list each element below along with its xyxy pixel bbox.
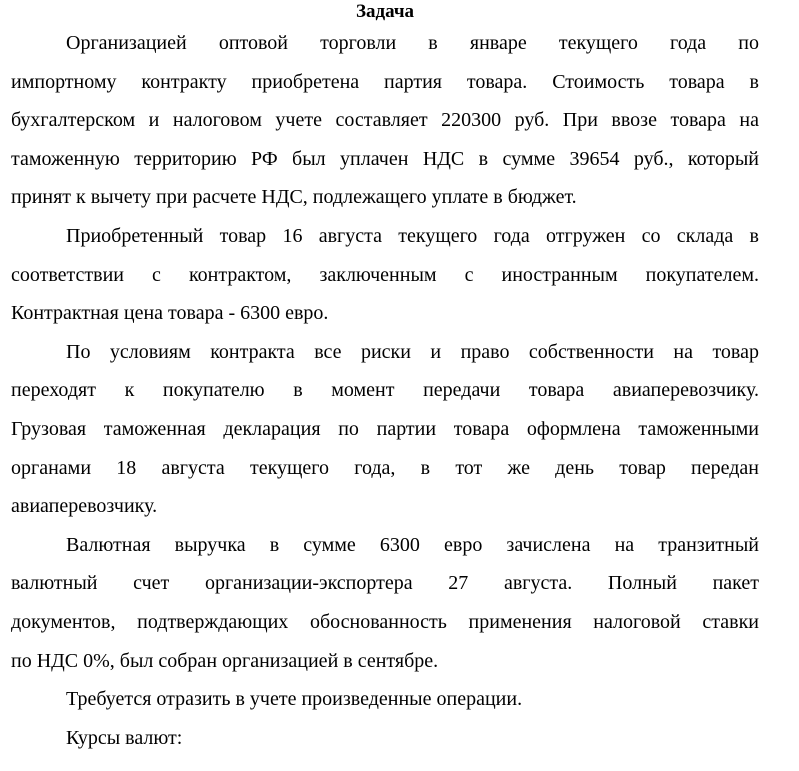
paragraph-line: по НДС 0%, был собран организацией в сентябре. [11,649,439,672]
paragraph-line: принят к вычету при расчете НДС, подлежащего уплате в бюджет. [11,186,577,209]
paragraph-3 [11,333,759,526]
paragraph-line: органами 18 августа текущего года, в тот же день товар передан [11,456,759,479]
paragraph-line: документов, подтверждающих обоснованность применения налоговой ставки [11,610,759,633]
paragraph-line: Приобретенный товар 16 августа текущего года отгружен со склада в [66,224,759,247]
paragraph-line: Организацией оптовой торговли в январе текущего года по [66,32,759,54]
document-page [11,0,759,757]
paragraph-4 [11,526,759,680]
paragraph-line: Валютная выручка в сумме 6300 евро зачислена на транзитный [66,533,759,556]
paragraph-line: Грузовая таможенная декларация по партии товара оформлена таможенными [11,417,759,440]
currency-rates-label: Курсы валют: [66,726,183,749]
paragraph-line: таможенную территорию РФ был уплачен НДС в сумме 39654 руб., который [11,147,759,170]
paragraph-line: переходят к покупателю в момент передачи товара авиаперевозчику. [11,379,759,402]
paragraph-line: бухгалтерском и налоговом учете составляет 220300 руб. При ввозе товара на [11,109,759,132]
paragraph-line: По условиям контракта все риски и право собственности на товар [66,340,759,363]
paragraph-2 [11,217,759,333]
paragraph-line: авиаперевозчику. [11,495,158,518]
paragraph-line: соответствии с контрактом, заключенным с иностранным покупателем. [11,263,759,286]
paragraph-1 [11,24,759,217]
paragraph-line: Контрактная цена товара - 6300 евро. [11,302,329,325]
requirement-text: Требуется отразить в учете произведенные операции. [66,688,523,711]
document-title: Задача [355,1,415,22]
paragraph-line: импортному контракту приобретена партия товара. Стоимость товара в [11,70,759,93]
paragraph-line: валютный счет организации-экспортера 27 августа. Полный пакет [11,572,759,595]
